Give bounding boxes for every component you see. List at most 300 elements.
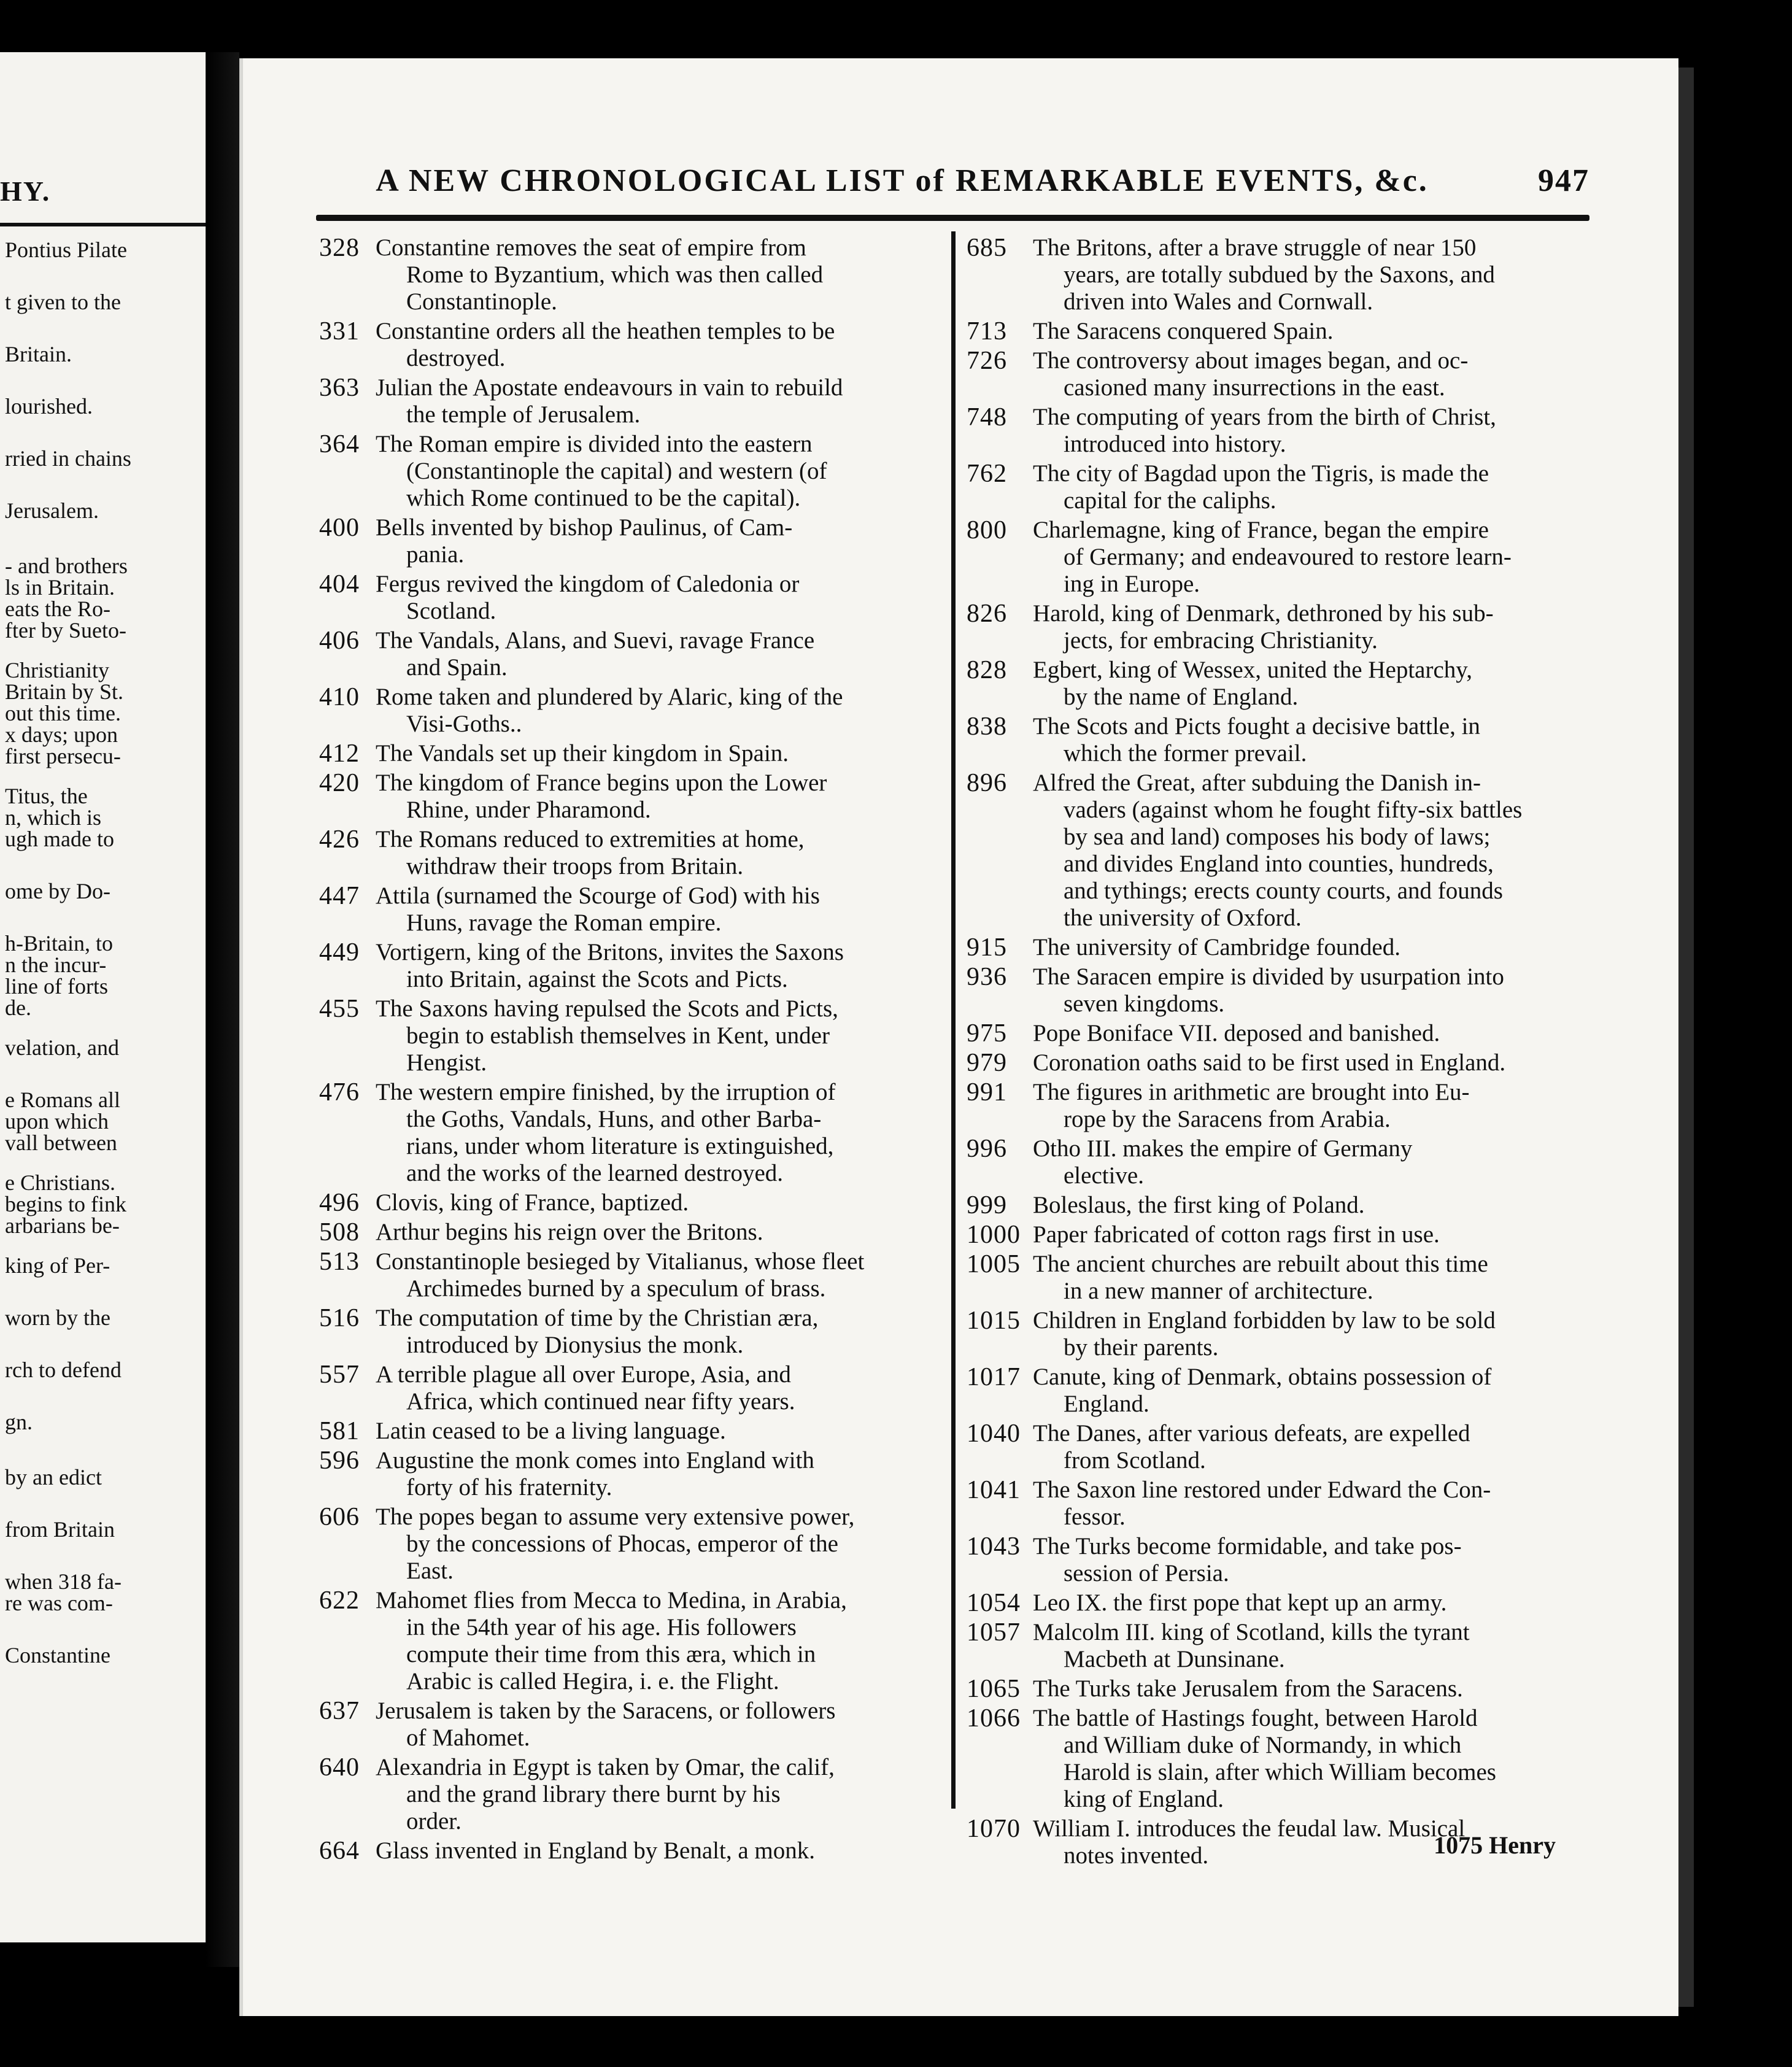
entry-line: Macbeth at Dunsinane.	[1064, 1646, 1285, 1672]
entry-line: Mahomet flies from Mecca to Medina, in Arabia,	[376, 1587, 847, 1613]
chronology-entry	[319, 234, 939, 315]
entry-line: The popes began to assume very extensive power,	[376, 1504, 855, 1530]
entry-line: Alexandria in Egypt is taken by Omar, the calif,	[376, 1754, 835, 1780]
entry-year: 363	[319, 374, 360, 402]
entry-year: 606	[319, 1503, 360, 1531]
entry-text	[1033, 1619, 1599, 1673]
entry-year: 426	[319, 825, 360, 854]
chronology-entry	[967, 1477, 1599, 1531]
entry-line: years, are totally subdued by the Saxons, and	[1064, 261, 1495, 288]
entry-text	[1033, 770, 1599, 932]
entry-line: The western empire finished, by the irruption of	[376, 1079, 836, 1105]
entry-text	[376, 826, 939, 880]
entry-line: Fergus revived the kingdom of Caledonia or	[376, 571, 800, 597]
entry-year: 516	[319, 1304, 360, 1332]
entry-year: 1017	[967, 1363, 1021, 1391]
entry-year: 1066	[967, 1704, 1021, 1733]
entry-text	[376, 1189, 939, 1216]
entry-line: Harold is slain, after which William becomes	[1064, 1759, 1496, 1785]
entry-text	[1033, 1079, 1599, 1133]
entry-line: the university of Oxford.	[1064, 905, 1302, 931]
entry-text	[376, 1447, 939, 1501]
facing-page-line: Constantine	[5, 1643, 110, 1667]
entry-line: Glass invented in England by Benalt, a monk.	[376, 1837, 815, 1864]
entry-year: 996	[967, 1135, 1007, 1163]
entry-year: 508	[319, 1218, 360, 1246]
entry-year: 748	[967, 403, 1007, 431]
facing-page-line: e Romans all	[5, 1088, 120, 1112]
chronology-entry	[319, 627, 939, 681]
entry-text	[1033, 1192, 1599, 1219]
page-edge	[1678, 68, 1694, 2007]
entry-line: William I. introduces the feudal law. Musical	[1033, 1815, 1466, 1842]
entry-line: introduced into history.	[1064, 431, 1286, 457]
entry-text	[1033, 934, 1599, 961]
entry-line: casioned many insurrections in the east.	[1064, 374, 1445, 401]
entry-text	[1033, 1020, 1599, 1047]
entry-text	[1033, 1221, 1599, 1248]
facing-page-line: Britain.	[5, 342, 72, 366]
entry-line: The Turks take Jerusalem from the Saracens.	[1033, 1675, 1463, 1702]
catchword: 1075 Henry	[1434, 1831, 1556, 1859]
facing-page-header: HY.	[0, 176, 51, 207]
entry-year: 410	[319, 683, 360, 711]
entry-line: The Scots and Picts fought a decisive battle, in	[1033, 713, 1480, 740]
entry-year: 622	[319, 1586, 360, 1615]
entry-line: Clovis, king of France, baptized.	[376, 1189, 689, 1216]
entry-line: into Britain, against the Scots and Picts.	[406, 966, 788, 992]
entry-text	[376, 883, 939, 937]
entry-line: The computation of time by the Christian æra,	[376, 1305, 819, 1331]
chronology-entry	[967, 964, 1599, 1018]
chronology-entry	[319, 571, 939, 625]
chronology-entry	[319, 1587, 939, 1695]
chronology-entry	[967, 1251, 1599, 1305]
entry-year: 596	[319, 1447, 360, 1475]
entry-line: seven kingdoms.	[1064, 991, 1225, 1017]
chronology-entry	[967, 600, 1599, 654]
entry-line: and Spain.	[406, 654, 508, 681]
entry-text	[376, 939, 939, 993]
entry-text	[376, 740, 939, 767]
facing-page-line: n the incur-	[5, 952, 107, 977]
facing-page-line: from Britain	[5, 1517, 115, 1542]
entry-line: East.	[406, 1558, 454, 1584]
chronology-entry	[967, 1364, 1599, 1418]
chronology-entry	[319, 770, 939, 824]
facing-page-line: Titus, the	[5, 784, 88, 808]
chronology-entry	[967, 347, 1599, 401]
entry-text	[1033, 404, 1599, 458]
entry-text	[1033, 234, 1599, 315]
entry-line: capital for the caliphs.	[1064, 487, 1276, 514]
entry-line: and the works of the learned destroyed.	[406, 1160, 784, 1186]
entry-year: 726	[967, 347, 1007, 375]
chronology-entry	[319, 1361, 939, 1415]
entry-year: 1015	[967, 1307, 1021, 1335]
chronology-entry	[967, 460, 1599, 514]
chronology-entry	[319, 1418, 939, 1445]
entry-line: Harold, king of Denmark, dethroned by his sub-	[1033, 600, 1494, 627]
chronology-entry	[319, 514, 939, 568]
entry-line: Hengist.	[406, 1049, 487, 1076]
facing-page-line: worn by the	[5, 1305, 110, 1330]
entry-line: The university of Cambridge founded.	[1033, 934, 1400, 960]
entry-text	[376, 431, 939, 512]
entry-year: 936	[967, 963, 1007, 991]
entry-line: The figures in arithmetic are brought into Eu-	[1033, 1079, 1470, 1105]
facing-page-line: Britain by St.	[5, 679, 124, 704]
entry-line: Pope Boniface VII. deposed and banished.	[1033, 1020, 1440, 1046]
chronology-entry	[319, 1447, 939, 1501]
page-number: 947	[1538, 163, 1589, 198]
entry-line: Rome taken and plundered by Alaric, king of the	[376, 684, 843, 710]
entry-year: 447	[319, 882, 360, 910]
chronology-entry	[319, 1219, 939, 1246]
chronology-entry	[319, 318, 939, 372]
chronology-entry	[319, 1504, 939, 1585]
entry-line: Constantine orders all the heathen temples to be	[376, 318, 835, 344]
entry-line: Africa, which continued near fifty years.	[406, 1388, 795, 1415]
entry-line: The Britons, after a brave struggle of near 150	[1033, 234, 1477, 261]
entry-line: from Scotland.	[1064, 1447, 1206, 1474]
entry-text	[376, 995, 939, 1076]
entry-year: 838	[967, 713, 1007, 741]
entry-line: The Vandals set up their kingdom in Spain.	[376, 740, 789, 767]
chronology-entry	[967, 934, 1599, 961]
entry-line: The battle of Hastings fought, between Harold	[1033, 1705, 1478, 1731]
entry-line: Arabic is called Hegira, i. e. the Flight.	[406, 1668, 779, 1694]
entry-line: Children in England forbidden by law to be sold	[1033, 1307, 1496, 1334]
chronology-entry	[967, 1420, 1599, 1474]
chronology-entry	[319, 826, 939, 880]
entry-line: Constantine removes the seat of empire from	[376, 234, 806, 261]
entry-text	[376, 374, 939, 428]
chronology-entry	[967, 1079, 1599, 1133]
entry-line: fessor.	[1064, 1504, 1126, 1530]
entry-year: 1043	[967, 1532, 1021, 1561]
entry-line: The city of Bagdad upon the Tigris, is made the	[1033, 460, 1489, 487]
book-gutter	[206, 52, 239, 1967]
entry-text	[1033, 600, 1599, 654]
entry-line: A terrible plague all over Europe, Asia, and	[376, 1361, 791, 1388]
facing-page-line: eats the Ro-	[5, 597, 110, 621]
entry-text	[1033, 1705, 1599, 1813]
entry-line: and divides England into counties, hundreds,	[1064, 851, 1494, 877]
facing-page-line: first persecu-	[5, 744, 121, 768]
entry-year: 1040	[967, 1420, 1021, 1448]
entry-year: 420	[319, 769, 360, 797]
chronology-entry	[967, 1307, 1599, 1361]
chronology-entry	[967, 1533, 1599, 1587]
entry-line: Rhine, under Pharamond.	[406, 797, 651, 823]
entry-line: Attila (surnamed the Scourge of God) with his	[376, 883, 820, 909]
entry-line: of Germany; and endeavoured to restore learn-	[1064, 544, 1512, 570]
entry-line: in the 54th year of his age. His followers	[406, 1614, 797, 1640]
entry-year: 455	[319, 995, 360, 1023]
chronology-entry	[967, 1135, 1599, 1189]
facing-page-line: h-Britain, to	[5, 931, 113, 956]
entry-text	[376, 1754, 939, 1835]
entry-text	[1033, 1364, 1599, 1418]
chronology-entry	[319, 1698, 939, 1752]
entry-year: 896	[967, 769, 1007, 797]
facing-page-line: x days; upon	[5, 722, 118, 747]
entry-line: Visi-Goths..	[406, 711, 522, 737]
entry-text	[376, 318, 939, 372]
entry-line: driven into Wales and Cornwall.	[1064, 288, 1373, 315]
facing-page-line: rried in chains	[5, 446, 131, 471]
entry-year: 1065	[967, 1675, 1021, 1703]
entry-year: 449	[319, 938, 360, 967]
entry-line: Constantinople.	[406, 288, 557, 315]
entry-text	[376, 1248, 939, 1302]
facing-page-line: velation, and	[5, 1035, 119, 1060]
entry-text	[1033, 1307, 1599, 1361]
facing-page-line: ugh made to	[5, 827, 114, 851]
entry-line: Egbert, king of Wessex, united the Heptarchy,	[1033, 657, 1472, 683]
entry-line: The Roman empire is divided into the eastern	[376, 431, 813, 457]
entry-year: 800	[967, 516, 1007, 544]
facing-page-line: Pontius Pilate	[5, 238, 128, 262]
entry-line: order.	[406, 1808, 462, 1834]
entry-line: the temple of Jerusalem.	[406, 401, 641, 428]
facing-page-line: by an edict	[5, 1465, 102, 1489]
entry-text	[1033, 1251, 1599, 1305]
entry-line: ing in Europe.	[1064, 571, 1200, 597]
entry-year: 664	[319, 1837, 360, 1865]
entry-line: jects, for embracing Christianity.	[1064, 627, 1378, 654]
facing-page-left	[0, 52, 206, 1942]
entry-line: which the former prevail.	[1064, 740, 1307, 767]
entry-line: rope by the Saracens from Arabia.	[1064, 1106, 1391, 1132]
facing-page-line: e Christians.	[5, 1170, 115, 1195]
entry-line: Latin ceased to be a living language.	[376, 1418, 726, 1444]
entry-year: 581	[319, 1417, 360, 1445]
chronology-entry	[319, 1079, 939, 1187]
entry-line: Otho III. makes the empire of Germany	[1033, 1135, 1413, 1162]
entry-year: 975	[967, 1019, 1007, 1048]
entry-year: 328	[319, 234, 360, 262]
entry-text	[376, 627, 939, 681]
entry-year: 404	[319, 570, 360, 598]
facing-page-line: line of forts	[5, 974, 108, 999]
entry-line: Leo IX. the first pope that kept up an army.	[1033, 1590, 1447, 1616]
chronology-entry	[967, 1221, 1599, 1248]
entry-line: pania.	[406, 541, 465, 568]
entry-year: 979	[967, 1049, 1007, 1077]
entry-text	[376, 514, 939, 568]
entry-text	[376, 1418, 939, 1445]
entry-text	[1033, 347, 1599, 401]
entry-text	[376, 234, 939, 315]
entry-text	[1033, 1675, 1599, 1702]
entry-year: 1041	[967, 1476, 1021, 1504]
entry-line: Alfred the Great, after subduing the Danish in-	[1033, 770, 1481, 796]
facing-page-line: n, which is	[5, 805, 101, 830]
facing-page-line: - and brothers	[5, 554, 128, 578]
entry-line: The ancient churches are rebuilt about this time	[1033, 1251, 1488, 1277]
chronology-entry	[967, 234, 1599, 315]
chronology-entry	[319, 1189, 939, 1216]
page-title: A NEW CHRONOLOGICAL LIST of REMARKABLE EVENTS, &c.	[376, 163, 1429, 198]
entry-line: The Vandals, Alans, and Suevi, ravage France	[376, 627, 815, 654]
entry-text	[376, 1837, 939, 1864]
chronology-entry	[319, 995, 939, 1076]
facing-page-line: arbarians be-	[5, 1213, 120, 1238]
entry-text	[1033, 964, 1599, 1018]
entry-line: withdraw their troops from Britain.	[406, 853, 744, 879]
entry-text	[1033, 1477, 1599, 1531]
chronology-entry	[319, 1305, 939, 1359]
entry-line: The Saxon line restored under Edward the Con-	[1033, 1477, 1491, 1503]
facing-page-line: fter by Sueto-	[5, 618, 126, 643]
entry-year: 637	[319, 1697, 360, 1725]
chronology-entry	[319, 939, 939, 993]
entry-line: vaders (against whom he fought fifty-six battles	[1064, 797, 1523, 823]
entry-text	[376, 684, 939, 738]
entry-year: 713	[967, 317, 1007, 346]
entry-line: the Goths, Vandals, Huns, and other Barba-	[406, 1106, 822, 1132]
facing-page-line: lourished.	[5, 394, 93, 419]
entry-line: Arthur begins his reign over the Britons.	[376, 1219, 763, 1245]
entry-line: begin to establish themselves in Kent, under	[406, 1022, 830, 1049]
entry-line: The Turks become formidable, and take pos-	[1033, 1533, 1462, 1559]
chronology-entry	[967, 1020, 1599, 1047]
facing-page-line: ome by Do-	[5, 879, 110, 903]
chronology-entry	[967, 1705, 1599, 1813]
entry-year: 1070	[967, 1815, 1021, 1843]
entry-text	[1033, 1049, 1599, 1076]
entry-year: 513	[319, 1248, 360, 1276]
entry-line: The Saxons having repulsed the Scots and Picts,	[376, 995, 838, 1022]
chronology-entry	[319, 1248, 939, 1302]
entry-line: introduced by Dionysius the monk.	[406, 1332, 744, 1358]
facing-page-line: re was com-	[5, 1591, 113, 1615]
entry-year: 557	[319, 1361, 360, 1389]
entry-year: 1054	[967, 1589, 1021, 1617]
entry-year: 412	[319, 740, 360, 768]
facing-page-line: when 318 fa-	[5, 1569, 122, 1594]
entry-year: 496	[319, 1189, 360, 1217]
entry-line: Malcolm III. king of Scotland, kills the tyrant	[1033, 1619, 1470, 1645]
entry-text	[376, 770, 939, 824]
entry-year: 826	[967, 600, 1007, 628]
chronology-entry	[967, 1049, 1599, 1076]
facing-page-rule	[0, 223, 206, 226]
facing-page-line: upon which	[5, 1109, 109, 1134]
entry-line: elective.	[1064, 1162, 1144, 1189]
facing-page-line: vall between	[5, 1130, 117, 1155]
entry-line: Paper fabricated of cotton rags first in use.	[1033, 1221, 1440, 1248]
facing-page-line: begins to fink	[5, 1192, 126, 1216]
entry-text	[1033, 1135, 1599, 1189]
entry-line: notes invented.	[1064, 1842, 1209, 1869]
chronology-entry	[319, 431, 939, 512]
entry-line: Vortigern, king of the Britons, invites the Saxons	[376, 939, 844, 965]
chronology-entry	[319, 740, 939, 767]
entry-text	[1033, 517, 1599, 598]
entry-line: king of England.	[1064, 1786, 1224, 1812]
chronology-entry	[319, 1754, 939, 1835]
entry-line: and William duke of Normandy, in which	[1064, 1732, 1462, 1758]
entry-line: by sea and land) composes his body of laws;	[1064, 824, 1491, 850]
entry-year: 1000	[967, 1221, 1021, 1249]
entry-year: 1005	[967, 1250, 1021, 1278]
facing-page-line: rch to defend	[5, 1358, 122, 1382]
chronology-entry	[967, 1192, 1599, 1219]
chronology-entry	[319, 374, 939, 428]
chronology-entry	[967, 1675, 1599, 1702]
entry-line: Huns, ravage the Roman empire.	[406, 910, 722, 936]
entry-line: Constantinople besieged by Vitalianus, whose fleet	[376, 1248, 865, 1275]
entry-line: Julian the Apostate endeavours in vain to rebuild	[376, 374, 843, 401]
entry-year: 476	[319, 1078, 360, 1107]
entry-text	[376, 571, 939, 625]
chronology-entry	[967, 770, 1599, 932]
facing-page-line: king of Per-	[5, 1253, 110, 1278]
entry-line: of Mahomet.	[406, 1725, 530, 1751]
chronology-entry	[967, 318, 1599, 345]
entry-line: Canute, king of Denmark, obtains possession of	[1033, 1364, 1492, 1390]
entry-line: Charlemagne, king of France, began the empire	[1033, 517, 1489, 543]
entry-line: The kingdom of France begins upon the Lower	[376, 770, 827, 796]
facing-page-line: de.	[5, 995, 31, 1020]
entry-text	[376, 1504, 939, 1585]
entry-line: Augustine the monk comes into England with	[376, 1447, 814, 1474]
entry-text	[1033, 318, 1599, 345]
entry-text	[1033, 460, 1599, 514]
chronology-entry	[967, 1619, 1599, 1673]
entry-text	[376, 1361, 939, 1415]
entry-text	[376, 1079, 939, 1187]
entry-line: Jerusalem is taken by the Saracens, or followers	[376, 1698, 836, 1724]
entry-year: 915	[967, 933, 1007, 962]
facing-page-line: t given to the	[5, 290, 121, 314]
entry-text	[1033, 657, 1599, 711]
entry-year: 364	[319, 430, 360, 458]
chronology-entry	[967, 404, 1599, 458]
entry-line: England.	[1064, 1391, 1149, 1417]
entry-year: 762	[967, 460, 1007, 488]
entry-line: The controversy about images began, and oc-	[1033, 347, 1469, 374]
entry-line: forty of his fraternity.	[406, 1474, 612, 1501]
entry-line: The Saracens conquered Spain.	[1033, 318, 1334, 344]
column-divider	[951, 231, 956, 1809]
events-column-left	[319, 234, 939, 1867]
header-rule	[316, 215, 1589, 221]
facing-page-line: gn.	[5, 1410, 33, 1434]
entry-line: (Constantinople the capital) and western (of	[406, 458, 827, 484]
entry-year: 1057	[967, 1618, 1021, 1647]
entry-line: and tythings; erects county courts, and founds	[1064, 878, 1503, 904]
entry-year: 991	[967, 1078, 1007, 1107]
events-column-right	[967, 234, 1599, 1872]
entry-line: in a new manner of architecture.	[1064, 1278, 1373, 1304]
entry-line: destroyed.	[406, 345, 506, 371]
entry-line: The Saracen empire is divided by usurpation into	[1033, 964, 1504, 990]
facing-page-line: Christianity	[5, 658, 109, 682]
chronology-entry	[967, 1590, 1599, 1617]
entry-year: 828	[967, 656, 1007, 684]
entry-line: Archimedes burned by a speculum of brass.	[406, 1275, 826, 1302]
facing-page-line: out this time.	[5, 701, 121, 725]
entry-year: 331	[319, 317, 360, 346]
facing-page-line: Jerusalem.	[5, 498, 99, 523]
entry-line: The Danes, after various defeats, are expelled	[1033, 1420, 1470, 1447]
entry-text	[1033, 1590, 1599, 1617]
entry-text	[376, 1587, 939, 1695]
